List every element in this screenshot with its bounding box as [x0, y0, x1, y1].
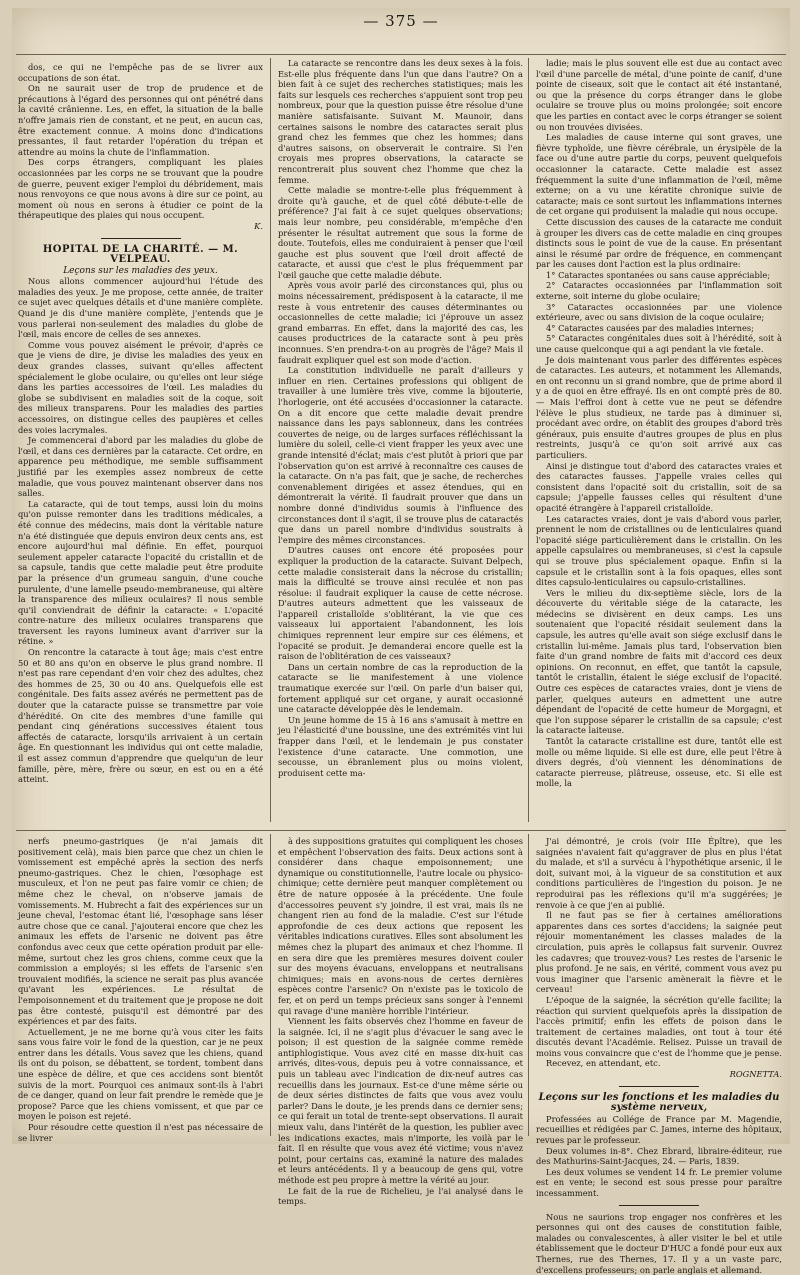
paragraph: Viennent les faits observés chez l'homme en faveur de la saignée. Ici, il ne s'agit plus d'évacuer le sang avec le poison; il est question de la saignée comme remède antiphlogistique. Vous avez cité en masse dix-huit cas arrivés, dites-vous, depuis peu à votre connaissance, et puis un tableau avec l'indication de dix-neuf autres cas recueillis dans les journaux. Est-ce d'une même série ou de deux séries distinctes de faits que vous avez voulu parler? Dans le doute, je les prends dans ce dernier sens; ce qui ferait un total de trente-sept observations. Il aurait mieux valu, dans l'intérêt de la question, les publier avec les indications exactes, mais n'importe, les voilà par le fait. Il en résulte que vous avez été victime; vous n'avez point, pour certains cas, examiné la nature des malades et leurs antécédents. Il y a beaucoup de gens qui, votre méthode est peu propre à mettre la vérité au jour.: [278, 1016, 523, 1185]
column-rule: [270, 58, 271, 822]
paragraph: On rencontre la cataracte à tout âge; mais c'est entre 50 et 80 ans qu'on en observe le plus grand nombre. Il n'est pas rare cependant d'en voir chez des adultes, chez des hommes de 25, 30 ou 40 ans. Quelquefois elle est congénitale. Des faits assez avérés ne permettent pas de douter que la cataracte puisse se transmettre par voie d'hérédité. On cite des membres d'une famille qui pendant cinq générations successives étaient tous affectés de cataracte, lorsqu'ils arrivaient à un certain âge. En questionnant les individus qui ont cette maladie, il est assez commun d'apprendre que quelqu'un de leur famille, père, mère, frère ou sœur, en est ou en a été atteint.: [18, 647, 263, 785]
paragraph: On ne saurait user de trop de prudence et de précautions à l'égard des personnes qui ont pénétré dans la cavité crânienne. Les, en effet, la situation de la balle n'offre jamais rien de constant, et ne peut, en aucun cas, être exactement connue. A moins donc d'indications pressantes, il faut retarder l'opération du trépan et attendre au moins la chute de l'inflammation.: [18, 83, 263, 157]
paragraph: Cette discussion des causes de la cataracte me conduit à grouper les divers cas de cette maladie en cinq groupes distincts sous le point de vue de la cause. En présentant ainsi le résumé par ordre de fréquence, en commençant par les causes dont l'action est la plus ordinaire:: [536, 216, 782, 270]
paragraph: Les cataractes vraies, dont je vais d'abord vous parler, prennent le nom de cristallines ou de lenticulaires quand l'opacité siége particulièrement dans le cristallin. On les appelle capsulaires ou membraneuses, si c'est la capsule qui se trouve plus spécialement opaque. Enfin si la capsule et le cristallin sont à la fois opaques, elles sont dites capsulo-lenticulaires ou capsulo-cristallines.: [536, 513, 782, 588]
bottom-column-2: [278, 836, 523, 1207]
top-column-2: [278, 58, 523, 827]
column-rule: [528, 58, 529, 822]
section-title: HOPITAL DE LA CHARITÉ. — M. VELPEAU.: [42, 243, 239, 266]
paragraph: Les deux volumes se vendent 14 fr. Le premier volume est en vente; le second est sous presse pour paraître incessamment.: [536, 1166, 782, 1198]
divider: [619, 1205, 699, 1206]
header-rule: [16, 54, 786, 55]
paragraph: La constitution individuelle ne paraît d'ailleurs y influer en rien. Certaines professions qui obligent de travailler à une lumière très vive, comme la bijouterie, l'horlogerie, ont été accusées d'occasionner la cataracte. On a dit encore que cette maladie devait prendre naissance dans les pays sablonneux, dans les contrées couvertes de neige, ou de larges surfaces réfléchissant la lumière du soleil, celle-ci vient frapper les yeux avec une grande intensité d'éclat; mais c'est plutôt à priori que par l'observation qu'on est arrivé à reconnaître ces causes de la cataracte. On n'a pas fait, que je sache, de recherches convenablement dirigées et assez étendues, qui en démontrerait la vérité. Il faudrait prouver que dans un nombre donné d'individus soumis à l'influence des circonstances dont il s'agit, il se trouve plus de cataractés que dans un pareil nombre d'individus soustraits à l'empire des mêmes circonstances.: [278, 365, 523, 545]
top-column-1: [18, 62, 263, 827]
list-item: 5° Cataractes congénitales dues soit à l'hérédité, soit à une cause quelconque qui a agi pendant la vie fœtale.: [536, 333, 782, 355]
review-title: Leçons sur les fonctions et les maladies du système nerveux,: [538, 1091, 780, 1114]
section-rule: [16, 830, 786, 831]
paragraph: Je commencerai d'abord par les maladies du globe de l'œil, et dans ces dernières par la cataracte. Cet ordre, en apparence peu méthodique, me semble suffisamment justifié par les exemples assez nombreux de cette maladie, que vous pouvez maintenant observer dans nos salles.: [18, 435, 263, 499]
paragraph: Comme vous pouvez aisément le prévoir, d'après ce que je viens de dire, je divise les maladies des yeux en deux grandes classes, suivant qu'elles affectent spécialement le globe oculaire, ou qu'elles ont leur siége dans les parties accessoires de l'œil. Les maladies du globe se subdivisent en maladies soit de la coque, soit des milieux transparens. Pour les maladies des parties accessoires, on distingue celles des paupières et celles des voies lacrymales.: [18, 339, 263, 435]
divider: [101, 238, 181, 239]
bottom-column-3: [536, 836, 782, 1275]
paragraph: Dans un certain nombre de cas la reproduction de la cataracte se lie manifestement à une violence traumatique exercée sur l'œil. On parle d'un baiser qui, fortement appliqué sur cet organe, y aurait occasionné une cataracte développée dès le lendemain.: [278, 661, 523, 715]
paragraph: Pour résoudre cette question il n'est pas nécessaire de se livrer: [18, 1122, 263, 1143]
paragraph: Des corps étrangers, compliquant les plaies occasionnées par les corps ne se trouvant que la poudre de guerre, peuvent exiger l'emploi du débridement, mais nous renvoyons ce que nous avons à dire sur ce point, au moment où nous en serons à étudier ce point de la thérapeutique des plaies qui nous occupent.: [18, 157, 263, 221]
paragraph: à des suppositions gratuites qui compliquent les choses et empêchent l'observation des faits. Deux actions sont à considérer dans chaque empoisonnement; une dynamique ou constitutionnelle, l'autre locale ou physico-chimique; cette dernière peut manquer complètement ou être de nature opposée à la précédente. Une foule d'accessoires peuvent s'y joindre, il est vrai, mais ils ne changent rien au fond de la maladie. C'est sur l'étude approfondie de ces deux actions que reposent les véritables indications curatives. Elles sont absolument les mêmes chez la plupart des animaux et chez l'homme. Il en sera dire que les premières mesures doivent couler sur des moyens évacuans, enveloppans et neutralisans chimiques; mais en avons-nous de certes dernières espèces contre l'arsenic? On n'existe pas le toxicolo de fer, et on perd un temps précieux sans songer à l'ennemi qui ravage d'une manière horrible l'intérieur.: [278, 836, 523, 1016]
column-rule: [270, 834, 271, 1136]
paragraph: Cette maladie se montre-t-elle plus fréquemment à droite qu'à gauche, et de quel côté débute-t-elle de préférence? J'ai fait à ce sujet quelques observations; mais leur nombre, peu considérable, m'empêche d'en présenter le résultat autrement que sous la forme de doute. Toutefois, elles me conduiraient à penser que l'œil gauche est plus souvent que l'œil droit affecté de cataracte, et aussi que c'est le plus fréquemment par l'œil gauche que cette maladie débute.: [278, 185, 523, 280]
paragraph: Professées au Collége de France par M. Magendie, recueillies et rédigées par C. James, interne des hôpitaux, revues par le professeur.: [536, 1113, 782, 1146]
paragraph: Nous allons commencer aujourd'hui l'étude des maladies des yeux. Je me propose, cette année, de traiter ce sujet avec quelques détails et d'une manière complète. Quand je dis d'une manière complète, j'entends que je vous parlerai non-seulement des maladies du globe de l'œil, mais encore de celles de ses annexes.: [18, 276, 263, 340]
signature: ROGNETTA.: [729, 1069, 782, 1080]
paragraph: La cataracte se rencontre dans les deux sexes à la fois. Est-elle plus fréquente dans l'un que dans l'autre? On a bien fait à ce sujet des recherches statistiques; mais les faits sur lesquels ces recherches s'appuient sont trop peu nombreux, pour que la question puisse être résolue d'une manière satisfaisante. Suivant M. Maunoir, dans certaines saisons le nombre des cataractes serait plus grand chez les femmes que chez les hommes; dans d'autres saisons, on observerait le contraire. Si l'en croyais mes propres observations, la cataracte se rencontrerait plus souvent chez l'homme que chez la femme.: [278, 58, 523, 185]
paragraph: Deux volumes in-8°. Chez Ebrard, libraire-éditeur, rue des Mathurins-Saint-Jacques, 24. — Paris, 1839.: [536, 1145, 782, 1167]
newspaper-page: [12, 8, 790, 1275]
paragraph: Recevez, en attendant, etc.: [546, 1058, 661, 1069]
signature: K.: [254, 220, 263, 231]
paragraph: D'autres causes ont encore été proposées pour expliquer la production de la cataracte. Suivant Delpech, cette maladie consisterait dans la nécrose du cristallin; mais la difficulté se trouve ainsi reculée et non pas résolue: il faudrait expliquer la cause de cette nécrose. D'autres auteurs admettent que les vaisseaux de l'appareil cristalloïde s'oblitérant, la vie que ces vaisseaux lui apportaient l'abandonnent, les lois chimiques reprennent leur empire sur ces élémens, et l'opacité se produit. Je demanderai encore quelle est la raison de l'oblitération de ces vaisseaux?: [278, 545, 523, 662]
paragraph: L'époque de la saignée, la sécrétion qu'elle facilite; la réaction qui survient quelquefois après la dissipation de l'accès primitif; enfin les effets de poison dans le traitement de certaines maladies, ont tout à tour été discutés devant l'Académie. Relisez. Puisse un travail de moins vous convaincre que c'est de l'homme que je pense.: [536, 994, 782, 1058]
divider: [619, 1086, 699, 1087]
paragraph: dos, ce qui ne l'empêche pas de se livrer aux occupations de son état.: [18, 62, 263, 83]
section-subtitle: Leçons sur les maladies des yeux.: [63, 265, 218, 276]
paragraph: Après vous avoir parlé des circonstances qui, plus ou moins nécessairement, prédisposent à la cataracte, il me reste à vous entretenir des causes déterminantes ou occasionnelles de cette maladie; ici j'éprouve un assez grand embarras. En effet, dans la majorité des cas, les causes productrices de la cataracte sont à peu près inconnues. S'en prendra-t-on au progrès de l'âge? Mais il faudrait expliquer quel est son mode d'action.: [278, 280, 523, 365]
paragraph: Actuellement, je ne me borne qu'à vous citer les faits sans vous faire voir le fond de la question, car je ne peux entrer dans les détails. Vous savez que les chiens, quand ils ont du poison, se débattent, se tordent, tombent dans une espèce de délire, et que ces accidens sont bientôt suivis de la mort. Pourquoi ces animaux sont-ils à l'abri de ce danger, quand on leur fait prendre le remède que je propose? Parce que les chiens vomissent, et que par ce moyen le poison est rejeté.: [18, 1026, 263, 1122]
column-rule: [528, 834, 529, 1136]
paragraph: Un jeune homme de 15 à 16 ans s'amusait à mettre en jeu l'élasticité d'une boussine, une des extrémités vint lui frapper dans l'œil, et le lendemain je pus constater l'existence d'une cataracte. Une commotion, une secousse, un ébranlement plus ou moins violent, produisent cette ma-: [278, 714, 523, 778]
top-column-3: [536, 58, 782, 827]
list-item: 2° Cataractes occasionnées par l'inflammation soit externe, soit interne du globe oculaire;: [536, 280, 782, 302]
page-number: — 375 —: [363, 12, 439, 30]
paragraph: Ainsi je distingue tout d'abord des cataractes vraies et des cataractes fausses. J'appelle vraies celles qui consistent dans l'opacité soit du cristallin, soit de sa capsule; j'appelle fausses celles qui résultent d'une opacité étrangère à l'appareil cristalloïde.: [536, 460, 782, 513]
list-item: 4° Cataractes causées par des maladies internes;: [546, 322, 754, 333]
paragraph: Vers le milieu du dix-septième siècle, lors de la découverte du véritable siége de la cataracte, les médecins se divisèrent en deux camps. Les uns soutenaient que l'opacité résidait seulement dans la capsule, les autres qu'elle avait son siége exclusif dans le cristallin lui-même. Jamais plus tard, l'observation bien faite d'un grand nombre de faits mit d'accord ces deux opinions. On reconnut, en effet, que tantôt la capsule, tantôt le cristallin, étaient le siége exclusif de l'opacité. Outre ces espèces de cataractes vraies, dont je viens de parler, quelques auteurs en admettent une autre dépendant de l'opacité de cette humeur de Morgagni, et que l'on suppose séparer le cristallin de sa capsule; c'est la cataracte laiteuse.: [536, 587, 782, 736]
paragraph: Nous ne saurions trop engager nos confrères et les personnes qui ont des causes de constitution faible, malades ou convalescentes, à aller visiter le bel et utile établissement que le docteur D'HUC a fondé pour eux aux Thernes, rue des Thernes, 17. Il y a un vaste parc, d'excellens professeurs; on parle anglais et allemand.: [536, 1211, 782, 1275]
paragraph: nerfs pneumo-gastriques (je n'ai jamais dit positivement celà), mais bien parce que chez un chien le vomissement est empêché après la section des nerfs pneumo-gastriques. Chez le chien, l'œsophage est musculeux, et l'on ne peut pas faire vomir ce chien; de même chez le cheval, on n'observe jamais de vomissements. M. Hubrecht a fait des expériences sur un jeune cheval, l'estomac étant lié, l'œsophage sans léser autre chose que ce canal. J'ajouterai encore que chez les animaux les effets de l'arsenic ne doivent pas être confondus avec ceux que cette opération produit par elle-même, surtout chez les gros chiens, comme ceux que la commission a employés; si les effets de l'arsenic s'en trouvaient modifiés, la science ne serait pas plus avancée qu'avant les expériences. Le résultat de l'empoisonnement et du traitement que je propose ne doit pas être contesté, puisqu'il est démontré par des expériences et par des faits.: [18, 836, 263, 1027]
paragraph: Je dois maintenant vous parler des différentes espèces de cataractes. Les auteurs, et notamment les Allemands, en ont reconnu un si grand nombre, que de prime abord il y a de quoi en être effrayé. Ils en ont compté près de 80. — Mais l'effroi dont à cette vue ne peut se défendre l'élève le plus studieux, ne tarde pas à diminuer si, procédant avec ordre, on établit des groupes d'abord très généraux, puis ensuite d'autres groupes de plus en plus restreints, jusqu'à ce qu'on soit arrivé aux cas particuliers.: [536, 354, 782, 460]
paragraph: Il ne faut pas se fier à certaines améliorations apparentes dans ces sortes d'accidens; la saignée peut réjouir momentanément les classes malades de la circulation, puis après le collapsus fait survenir. Ouvrez les cadavres; que trouvez-vous? Les restes de l'arsenic le plus profond. Je ne sais, en vérité, comment vous avez pu vous imaginer que l'arsenic amènerait la fièvre et le cerveau!: [536, 910, 782, 995]
paragraph: Tantôt la cataracte cristalline est dure, tantôt elle est molle ou même liquide. Si elle est dure, elle peut l'être à divers degrés, d'où viennent les dénominations de cataracte pierreuse, plâtreuse, osseuse, etc. Si elle est molle, la: [536, 736, 782, 789]
paragraph: J'ai démontré, je crois (voir IIIe Épître), que les saignées n'avaient fait qu'aggraver de plus en plus l'état du malade, et s'il a survécu à l'hypothétique arsenic, il le doit, suivant moi, à la vigueur de sa constitution et aux conditions particulières de l'ingestion du poison. Je ne reproduirai pas les réflexions qu'il m'a suggérées; je renvoie à ce que j'en ai publié.: [536, 836, 782, 910]
bottom-column-1: [18, 836, 263, 1143]
paragraph: Les maladies de cause interne qui sont graves, une fièvre typhoïde, une fièvre cérébrale, un érysipèle de la face ou d'une autre partie du corps, peuvent quelquefois occasionner la cataracte. Cette maladie est assez fréquemment la suite d'une inflammation de l'œil, même externe; on a vu une kératite chronique suivie de cataracte; mais ce sont surtout les inflammations internes de cet organe qui produisent la maladie qui nous occupe.: [536, 132, 782, 217]
paragraph: ladie; mais le plus souvent elle est due au contact avec l'œil d'une parcelle de métal, d'une pointe de canif, d'une pointe de ciseaux, soit que le contact ait été instantané, ou que la présence du corps étranger dans le globe oculaire se trouve plus ou moins prolongée; soit encore que les parties en contact avec le corps étranger se soient ou non trouvées divisées.: [536, 58, 782, 132]
list-item: 3° Cataractes occasionnées par une violence extérieure, avec ou sans division de la coque oculaire;: [536, 301, 782, 323]
paragraph: La cataracte, qui de tout temps, aussi loin du moins qu'on puisse remonter dans les traditions médicales, a été connue des médecins, mais dont la véritable nature n'a été distinguée que depuis environ deux cents ans, est encore aujourd'hui mal définie. En effet, pourquoi seulement appeler cataracte l'opacité du cristallin et de sa capsule, tandis que cette maladie peut être produite par la présence d'un grumeau sanguin, d'une couche purulente, d'une lamelle pseudo-membraneuse, qui altère la transparence des milieux oculaires? Il nous semble qu'il conviendrait de définir la cataracte: « L'opacité contre-nature des milieux oculaires transparens que traversent les rayons lumineux avant d'arriver sur la rétine. »: [18, 498, 263, 647]
list-item: 1° Cataractes spontanées ou sans cause appréciable;: [546, 269, 771, 280]
paragraph: Le fait de la rue de Richelieu, je l'ai analysé dans le temps.: [278, 1185, 523, 1207]
